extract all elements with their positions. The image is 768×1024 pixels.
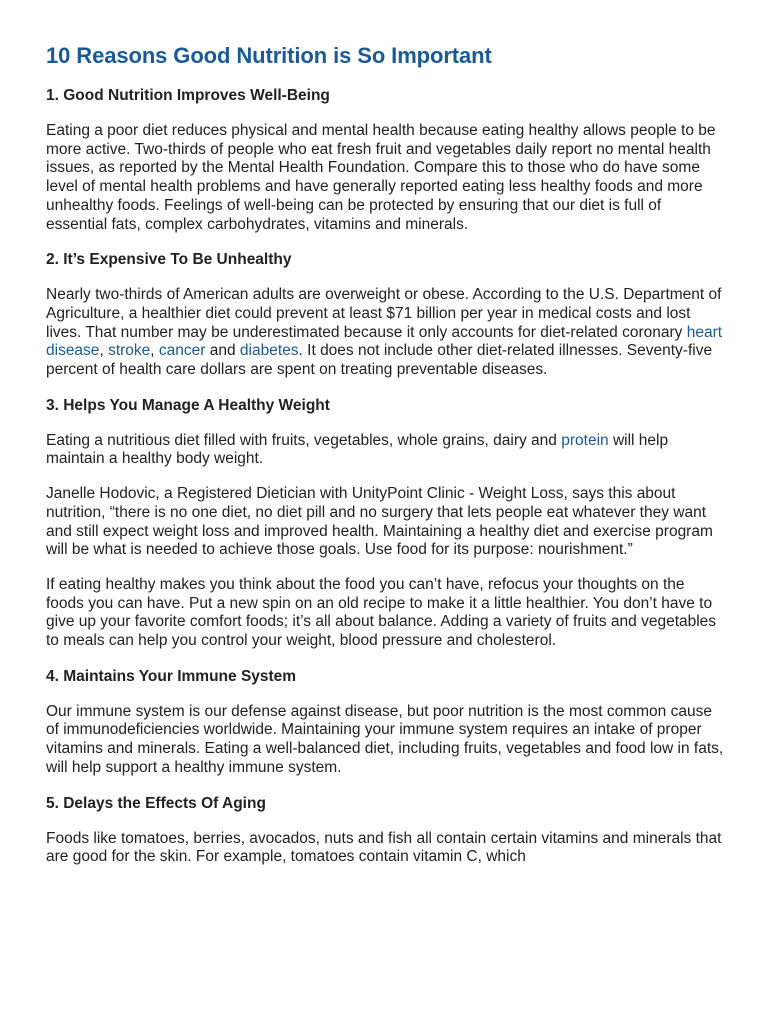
section-3-text-end: will help maintain a healthy body weight. bbox=[46, 431, 669, 468]
section-3-text-start: Eating a nutritious diet filled with fruits, vegetables, whole grains, dairy and bbox=[46, 431, 562, 449]
section-2-heading: 2. It’s Expensive To Be Unhealthy bbox=[46, 251, 292, 269]
section-1-heading: 1. Good Nutrition Improves Well-Being bbox=[46, 87, 330, 104]
section-4-paragraph: Our immune system is our defense against disease, but poor nutrition is the most common cause of immunodeficiencies worldwide. Maintaining your immune system requires an intake of proper vitamins and minerals. Eating a well-balanced diet, including fruits, vegetables and food low in fats, will help support a healthy immune system. bbox=[46, 702, 724, 776]
section-3-paragraph-1 bbox=[46, 432, 726, 469]
section-2-text-end: . It does not include other diet-related illnesses. Seventy-five percent of health care dollars are spent on treating preventable diseases. bbox=[46, 342, 713, 379]
section-3-heading: 3. Helps You Manage A Healthy Weight bbox=[46, 396, 330, 414]
heart-disease-link[interactable]: heart disease bbox=[46, 323, 723, 360]
section-1-paragraph: Eating a poor diet reduces physical and mental health because eating healthy allows people to be more active. Two-thirds of people who eat fresh fruit and vegetables daily report no mental health issues, as reported by the Mental Health Foundation. Compare this to those who do have some level of mental health problems and have generally reported eating less healthy foods and more unhealthy foods. Feelings of well-being can be protected by ensuring that our diet is full of essential fats, complex carbohydrates, vitamins and minerals. bbox=[46, 122, 716, 233]
stroke-link[interactable]: stroke bbox=[108, 342, 151, 360]
section-3-paragraph-2: Janelle Hodovic, a Registered Dietician with UnityPoint Clinic - Weight Loss, says this about nutrition, “there is no one diet, no diet pill and no surgery that lets people eat whatever they want and still expect weight loss and improved health. Maintaining a healthy diet and exercise program will be what is needed to achieve those goals. Use food for its purpose: nourishment.” bbox=[46, 485, 713, 559]
document-page bbox=[46, 42, 726, 883]
page-title: 10 Reasons Good Nutrition is So Important bbox=[46, 43, 492, 68]
section-3-paragraph-3: If eating healthy makes you think about the food you can’t have, refocus your thoughts on the foods you can have. Put a new spin on an old recipe to make it a little healthier. You don’t have to give up your favorite comfort foods; it’s all about balance. Adding a variety of fruits and vegetables to meals can help you control your weight, blood pressure and cholesterol. bbox=[46, 575, 717, 650]
section-2-text-start: Nearly two-thirds of American adults are overweight or obese. According to the U.S. Department of Agriculture, a healthier diet could prevent at least $71 billion per year in medical costs and lost lives. That number may be underestimated because it only accounts for diet-related coronary bbox=[46, 286, 722, 341]
section-5-heading: 5. Delays the Effects Of Aging bbox=[46, 794, 266, 812]
section-5-paragraph: Foods like tomatoes, berries, avocados, nuts and fish all contain certain vitamins and minerals that are good for the skin. For example, tomatoes contain vitamin C, which bbox=[46, 829, 722, 866]
separator: , bbox=[150, 342, 159, 360]
protein-link[interactable]: protein bbox=[561, 431, 609, 449]
section-4-heading: 4. Maintains Your Immune System bbox=[46, 667, 297, 685]
separator: and bbox=[205, 342, 240, 360]
separator: , bbox=[99, 342, 109, 360]
diabetes-link[interactable]: diabetes bbox=[239, 342, 299, 360]
section-2-paragraph bbox=[46, 286, 726, 380]
cancer-link[interactable]: cancer bbox=[158, 342, 206, 360]
